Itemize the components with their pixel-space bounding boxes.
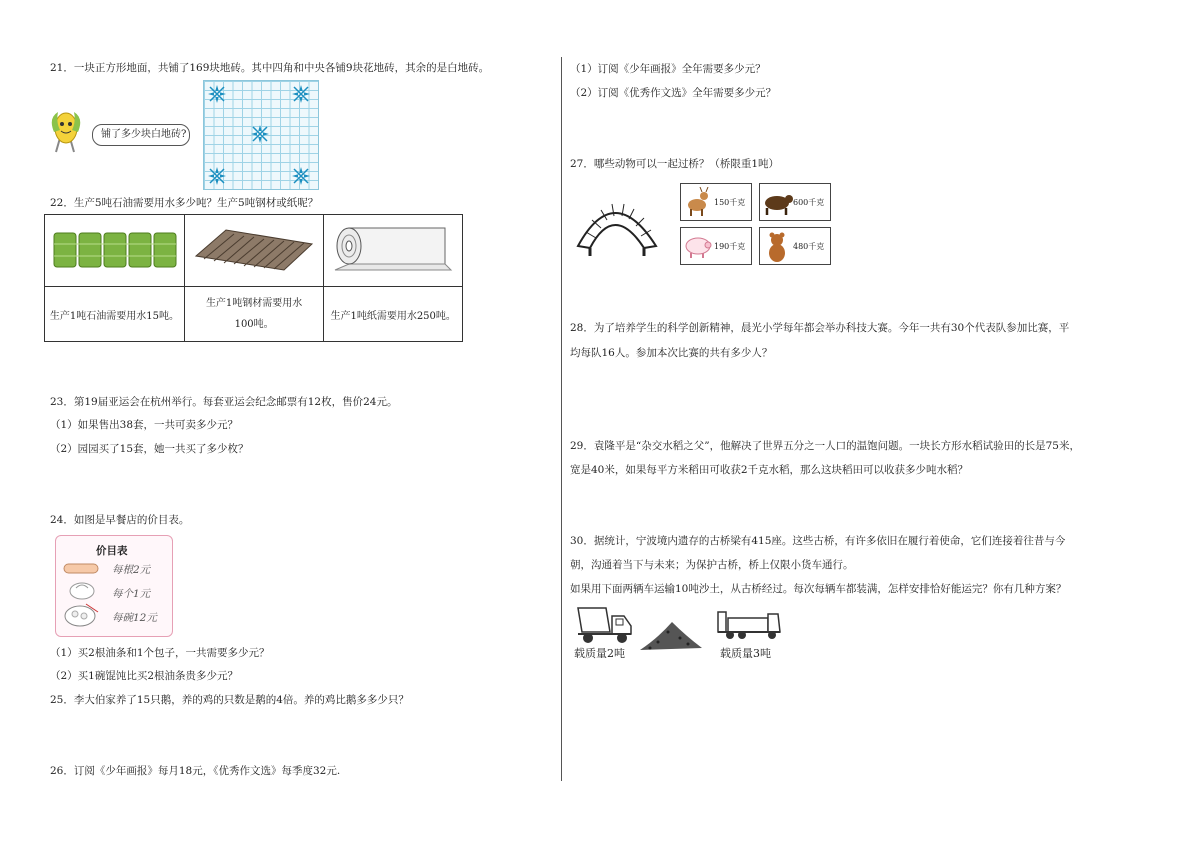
cow-weight: 600千克	[793, 198, 825, 207]
question-23-part-2: （2）园园买了15套，她一共买了多少枚？	[50, 443, 249, 455]
pig-card	[680, 227, 752, 265]
deer-card	[680, 183, 752, 221]
truck-2-capacity: 载质量3吨	[720, 647, 771, 660]
question-30-line-3: 如果用下面两辆车运输10吨沙土，从古桥经过。每次每辆车都装满，怎样安排恰好能运完？你有几种方案？	[570, 583, 1067, 595]
bear-weight: 480千克	[793, 242, 825, 251]
steel-water-cell: 生产1吨钢材需要用水100吨。	[184, 287, 324, 342]
cow-icon	[762, 188, 794, 218]
pig-icon	[683, 233, 713, 259]
price-wonton: 每碗12元	[112, 612, 157, 624]
question-29-line-2: 宽是40米，如果每平方米稻田可收获2千克水稻，那么这块稻田可以收获多少吨水稻？	[570, 464, 969, 476]
food-icons	[62, 560, 102, 632]
cow-card	[759, 183, 831, 221]
dump-truck-icon	[576, 602, 634, 644]
question-22: 22．生产5吨石油需要用水多少吨？生产5吨钢材或纸呢？	[50, 197, 319, 209]
question-29-line-1: 29．袁隆平是“杂交水稻之父”，他解决了世界五分之一人口的温饱问题。一块长方形水稻试验田的长是75米，	[570, 440, 1080, 452]
question-30-line-1: 30．据统计，宁波境内遗存的古桥梁有415座。这些古桥，有许多依旧在履行着使命，它们连接着往昔与今	[570, 535, 1066, 547]
flatbed-truck-icon	[716, 606, 782, 640]
question-26: 26．订阅《少年画报》每月18元，《优秀作文选》每季度32元.	[50, 765, 341, 777]
column-divider	[561, 57, 562, 781]
paper-roll-image-cell	[324, 215, 463, 287]
wonton-bowl-icon	[65, 604, 98, 626]
price-baozi: 每个1元	[112, 588, 151, 600]
baozi-icon	[70, 583, 94, 599]
steel-image-cell	[184, 215, 324, 287]
bubble-text: 铺了多少块白地砖?	[101, 129, 187, 140]
bear-icon	[763, 231, 791, 263]
pig-weight: 190千克	[714, 242, 746, 251]
question-28-line-1: 28．为了培养学生的科学创新精神，晨光小学每年都会举办科技大赛。今年一共有30个代表队参加比赛，平	[570, 322, 1070, 334]
question-26-part-1: （1）订阅《少年画报》全年需要多少元？	[570, 63, 766, 75]
price-youtiao: 每根2元	[112, 564, 151, 576]
question-21: 21．一块正方形地面，共铺了169块地砖。其中四角和中央各铺9块花地砖，其余的是白地砖。	[50, 62, 490, 74]
paper-roll-icon	[331, 224, 455, 274]
question-28-line-2: 均每队16人。参加本次比赛的共有多少人？	[570, 347, 773, 359]
sand-pile-icon	[638, 618, 704, 652]
paper-water-cell: 生产1吨纸需要用水250吨。	[324, 287, 463, 342]
question-30-line-2: 朝，沟通着当下与未来；为保护古桥，桥上仅限小货车通行。	[570, 559, 854, 571]
oil-drums-image-cell	[45, 215, 185, 287]
bridge-icon	[574, 186, 664, 258]
water-usage-table	[44, 214, 463, 342]
speech-bubble	[92, 124, 190, 146]
question-23: 23．第19届亚运会在杭州举行。每套亚运会纪念邮票有12枚，售价24元。	[50, 396, 398, 408]
question-24-part-2: （2）买1碗馄饨比买2根油条贵多少元？	[50, 670, 239, 682]
flower-tiles	[203, 80, 319, 190]
question-27: 27．哪些动物可以一起过桥？（桥限重1吨）	[570, 158, 780, 170]
steel-bars-icon	[192, 226, 316, 272]
bear-card	[759, 227, 831, 265]
question-26-part-2: （2）订阅《优秀作文选》全年需要多少元？	[570, 87, 777, 99]
youtiao-icon	[64, 564, 98, 573]
deer-weight: 150千克	[714, 198, 746, 207]
question-24-part-1: （1）买2根油条和1个包子，一共需要多少元？	[50, 647, 270, 659]
oil-water-cell: 生产1吨石油需要用水15吨。	[45, 287, 185, 342]
deer-icon	[684, 187, 712, 217]
question-24: 24．如图是早餐店的价目表。	[50, 514, 190, 526]
oil-drums-icon	[50, 227, 178, 271]
truck-1-capacity: 载质量2吨	[574, 647, 625, 660]
question-25: 25．李大伯家养了15只鹅，养的鸡的只数是鹅的4倍。养的鸡比鹅多多少只？	[50, 694, 409, 706]
price-list-card	[55, 535, 173, 637]
question-23-part-1: （1）如果售出38套，一共可卖多少元？	[50, 419, 239, 431]
price-list-title: 价目表	[96, 545, 128, 557]
corn-mascot-icon	[46, 108, 88, 154]
